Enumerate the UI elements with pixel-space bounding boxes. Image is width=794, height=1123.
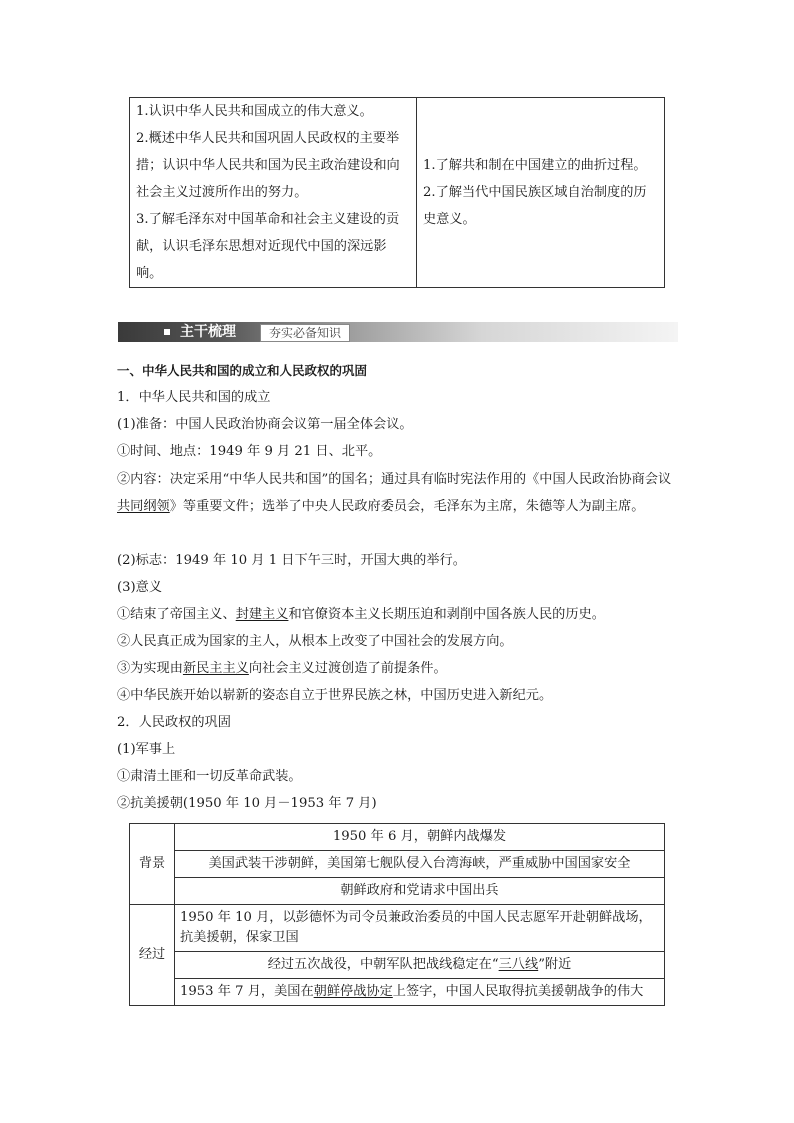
goal-item: 2.概述中华人民共和国巩固人民政权的主要举措；认识中华人民共和国为民主政治建设和向社会主义过渡所作出的努力。 xyxy=(136,131,400,200)
paragraph: ②人民真正成为国家的主人，从根本上改变了中国社会的发展方向。 xyxy=(117,634,513,649)
subsection-title: 1．中华人民共和国的成立 xyxy=(117,390,271,405)
paragraph: ①肃清土匪和一切反革命武装。 xyxy=(117,769,302,784)
goal-item: 1.了解共和制在中国建立的曲折过程。 xyxy=(423,158,647,173)
process-row: 1950 年 10 月，以彭德怀为司令员兼政治委员的中国人民志愿军开赴朝鲜战场，抗美援朝，保家卫国 xyxy=(175,905,665,952)
subsection-title: 2．人民政权的巩固 xyxy=(117,715,231,730)
paragraph: (3)意义 xyxy=(117,580,163,595)
background-row: 1950 年 6 月，朝鲜内战爆发 xyxy=(175,824,665,851)
process-label: 经过 xyxy=(130,905,175,1006)
paragraph: (1)军事上 xyxy=(117,742,176,757)
paragraph-content: ②内容：决定采用“中华人民共和国”的国名；通过具有临时宪法作用的《中国人民政治协商会议共同纲领》等重要文件；选举了中央人民政府委员会，毛泽东为主席，朱德等人为副主席。 xyxy=(117,472,672,514)
korean-war-table xyxy=(129,823,665,1006)
goals-left-cell xyxy=(130,98,417,288)
paragraph: ②抗美援朝(1950 年 10 月－1953 年 7 月) xyxy=(117,796,377,811)
process-row: 1953 年 7 月，美国在朝鲜停战协定上签字，中国人民取得抗美援朝战争的伟大 xyxy=(175,979,665,1006)
section-banner xyxy=(118,322,678,342)
background-row: 美国武装干涉朝鲜，美国第七舰队侵入台湾海峡，严重威胁中国国家安全 xyxy=(175,851,665,878)
process-row: 经过五次战役，中朝军队把战线稳定在“三八线”附近 xyxy=(175,952,665,979)
underlined-term: 封建主义 xyxy=(235,607,289,622)
paragraph: (1)准备：中国人民政治协商会议第一届全体会议。 xyxy=(117,417,413,432)
goals-right-cell xyxy=(417,98,665,288)
paragraph: ①时间、地点：1949 年 9 月 21 日、北平。 xyxy=(117,444,382,459)
section-heading: 一、中华人民共和国的成立和人民政权的巩固 xyxy=(117,363,368,378)
goal-item: 2.了解当代中国民族区域自治制度的历史意义。 xyxy=(423,185,647,227)
paragraph: ①结束了帝国主义、封建主义和官僚资本主义长期压迫和剥削中国各族人民的历史。 xyxy=(117,607,605,622)
learning-goals-table xyxy=(129,97,665,288)
underlined-term: 朝鲜停战协定 xyxy=(313,984,393,999)
banner-title: 主干梳理 xyxy=(180,324,236,340)
paragraph: ③为实现由新民主主义向社会主义过渡创造了前提条件。 xyxy=(117,661,447,676)
square-bullet-icon xyxy=(164,329,170,335)
paragraph: (2)标志：1949 年 10 月 1 日下午三时，开国大典的举行。 xyxy=(117,553,466,568)
background-label: 背景 xyxy=(130,824,175,905)
underlined-term: 共同纲领 xyxy=(117,499,170,514)
underlined-term: 三八线 xyxy=(498,957,539,972)
paragraph: ④中华民族开始以崭新的姿态自立于世界民族之林，中国历史进入新纪元。 xyxy=(117,688,553,703)
underlined-term: 新民主主义 xyxy=(182,661,249,676)
goal-item: 1.认识中华人民共和国成立的伟大意义。 xyxy=(136,104,373,119)
background-row: 朝鲜政府和党请求中国出兵 xyxy=(175,878,665,905)
goal-item: 3.了解毛泽东对中国革命和社会主义建设的贡献，认识毛泽东思想对近现代中国的深远影响。 xyxy=(136,212,400,281)
banner-subtitle: 夯实必备知识 xyxy=(260,324,350,342)
